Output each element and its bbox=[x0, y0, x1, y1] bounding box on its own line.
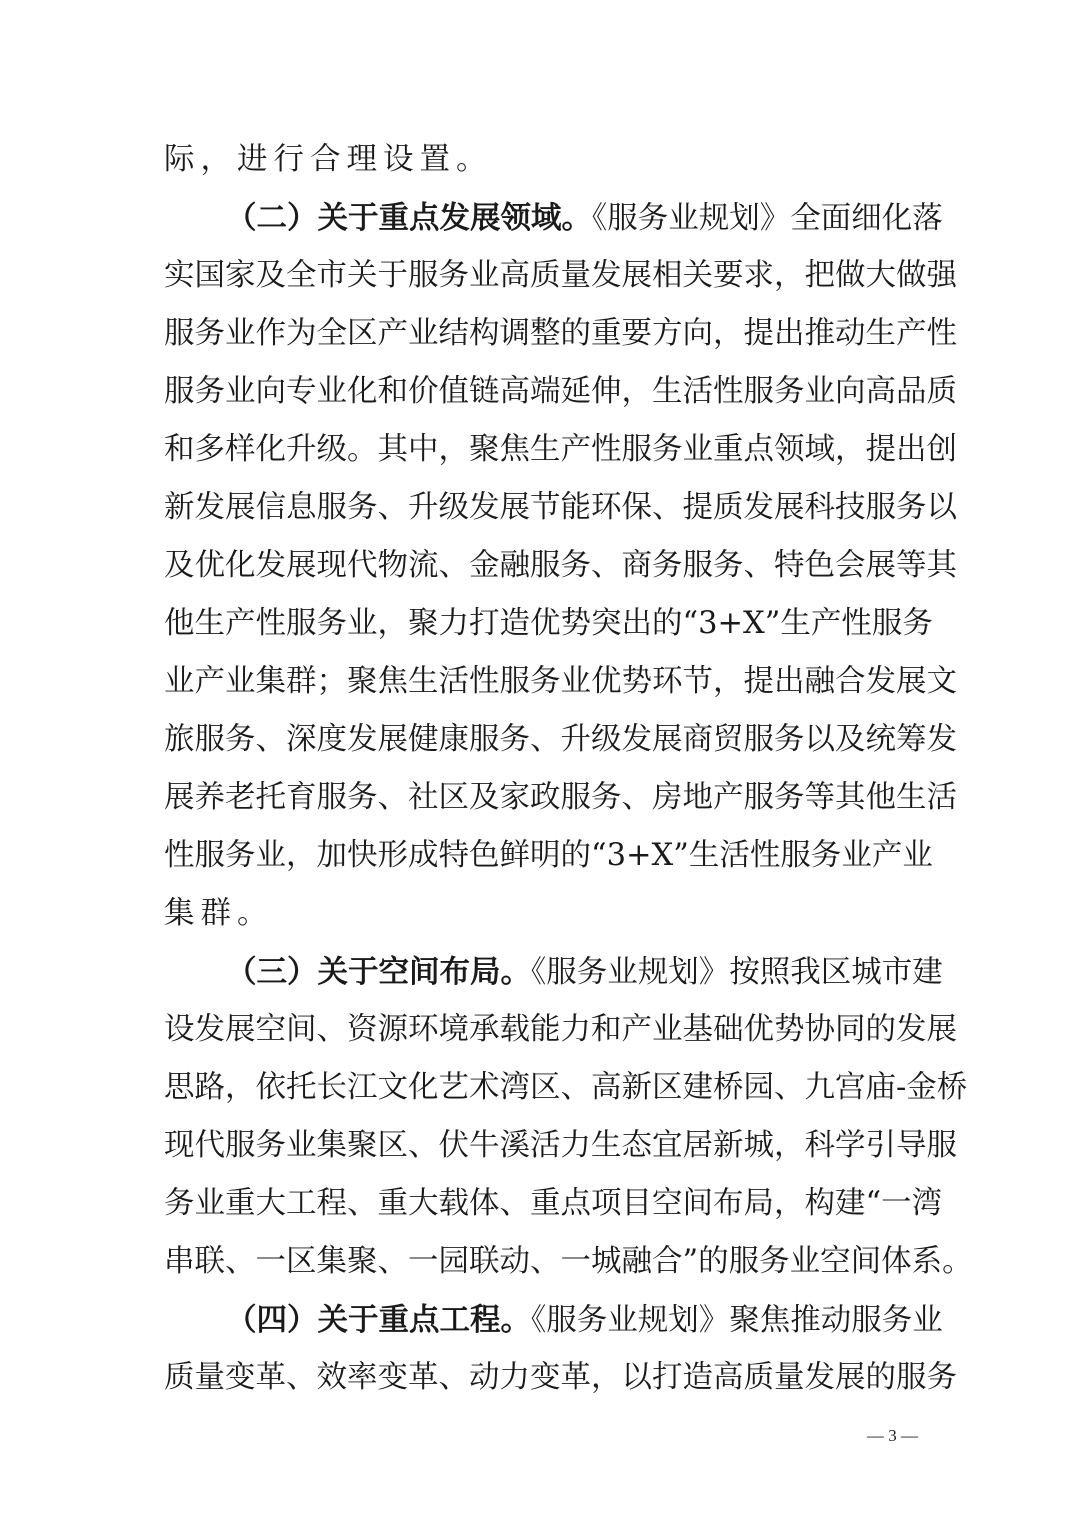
paragraph-first-line bbox=[226, 190, 943, 246]
text-line: 服务业作为全区产业结构调整的重要方向，提出推动生产性 bbox=[164, 316, 957, 351]
text-line: 集群。 bbox=[164, 896, 274, 931]
text-line: 设发展空间、资源环境承载能力和产业基础优势协同的发展 bbox=[164, 1012, 957, 1047]
text-line: 际，进行合理设置。 bbox=[164, 142, 493, 177]
text-run: 《服务业规划》全面细化落 bbox=[592, 201, 943, 236]
section-heading: （二）关于重点发展领域。 bbox=[226, 200, 592, 236]
text-run: 《服务业规划》聚焦推动服务业 bbox=[531, 1303, 943, 1338]
text-line: 性服务业，加快形成特色鲜明的“3+X”生活性服务业产业 bbox=[164, 838, 933, 873]
text-line: 新发展信息服务、升级发展节能环保、提质发展科技服务以 bbox=[164, 490, 957, 525]
text-line: 质量变革、效率变革、动力变革，以打造高质量发展的服务 bbox=[164, 1360, 957, 1395]
text-line: 串联、一区集聚、一园联动、一城融合”的服务业空间体系。 bbox=[164, 1244, 973, 1279]
paragraph-first-line bbox=[226, 944, 943, 1000]
text-line: 实国家及全市关于服务业高质量发展相关要求，把做大做强 bbox=[164, 258, 957, 293]
text-line: 务业重大工程、重大载体、重点项目空间布局，构建“一湾 bbox=[164, 1186, 943, 1221]
text-line: 展养老托育服务、社区及家政服务、房地产服务等其他生活 bbox=[164, 780, 957, 815]
section-heading: （三）关于空间布局。 bbox=[226, 954, 531, 990]
text-run: 《服务业规划》按照我区城市建 bbox=[531, 955, 943, 990]
text-line: 和多样化升级。其中，聚焦生产性服务业重点领域，提出创 bbox=[164, 432, 957, 467]
section-heading: （四）关于重点工程。 bbox=[226, 1302, 531, 1338]
text-line: 现代服务业集聚区、伏牛溪活力生态宜居新城，科学引导服 bbox=[164, 1128, 957, 1163]
text-line: 服务业向专业化和价值链高端延伸，生活性服务业向高品质 bbox=[164, 374, 957, 409]
text-line: 业产业集群；聚焦生活性服务业优势环节，提出融合发展文 bbox=[164, 664, 957, 699]
text-line: 旅服务、深度发展健康服务、升级发展商贸服务以及统筹发 bbox=[164, 722, 957, 757]
text-line: 他生产性服务业，聚力打造优势突出的“3+X”生产性服务 bbox=[164, 606, 933, 641]
text-line: 及优化发展现代物流、金融服务、商务服务、特色会展等其 bbox=[164, 548, 957, 583]
paragraph-first-line bbox=[226, 1292, 943, 1348]
text-line: 思路，依托长江文化艺术湾区、高新区建桥园、九宫庙-金桥 bbox=[164, 1070, 968, 1105]
page-number: — 3 — bbox=[867, 1426, 918, 1445]
